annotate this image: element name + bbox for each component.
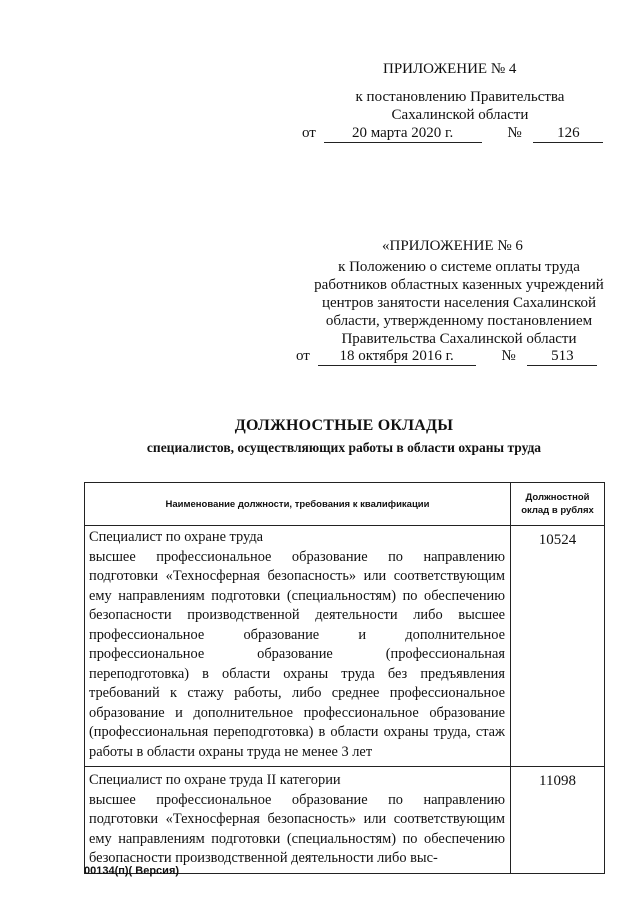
appendix6-date-line [296, 347, 597, 366]
number-label: № [507, 125, 522, 141]
from-label: от [302, 125, 316, 141]
number-label: № [501, 348, 516, 364]
table-row [85, 526, 605, 767]
appendix6-number: 513 [527, 347, 597, 366]
salary-table [84, 482, 605, 874]
document-title: ДОЛЖНОСТНЫЕ ОКЛАДЫ [234, 417, 454, 434]
appendix6-title: «ПРИЛОЖЕНИЕ № 6 [382, 238, 523, 254]
header-position: Наименование должности, требования к квалификации [85, 483, 511, 526]
appendix4-line2: Сахалинской области [391, 107, 529, 123]
position-cell [85, 526, 511, 767]
position-name: Специалист по охране труда II категории [89, 772, 341, 788]
appendix6-line: Правительства Сахалинской области [341, 331, 577, 347]
appendix4-date-line [302, 124, 603, 143]
appendix6-line: работников областных казенных учреждений [314, 277, 604, 293]
appendix4-date: 20 марта 2020 г. [324, 124, 482, 143]
header-salary: Должностной оклад в рублях [511, 483, 605, 526]
appendix6-line: центров занятости населения Сахалинской [321, 295, 597, 311]
appendix4-title: ПРИЛОЖЕНИЕ № 4 [383, 61, 517, 77]
position-requirements: высшее профессиональное образование по направлению подготовки «Техносферная безопасность» или соответствующим ему направлениям подготовки (специальностям) по обеспечению безопасности производственной деятельности либо выс- [89, 791, 505, 866]
appendix4-line1: к постановлению Правительства [355, 89, 565, 105]
position-cell [85, 767, 511, 874]
position-requirements: высшее профессиональное образование по направлению подготовки «Техносферная безопасность» или соответствующим ему направлениям подготовки (специальностям) по обеспечению безопасности производственной деятельности либо высшее профессиональное образование и дополнительное профессиональное образование (профессиональная переподготовка) в области охраны труда без предъявления требований к стажу работы, либо среднее профессиональное образование и дополнительное профессиональное образование (профессиональная переподготовка) в области охраны труда, стаж работы в области охраны труда не менее 3 лет [89, 548, 505, 760]
document-code: 00134(п)( Версия) [84, 865, 180, 877]
salary-value: 10524 [511, 526, 605, 767]
appendix4-number: 126 [533, 124, 603, 143]
appendix6-date: 18 октября 2016 г. [318, 347, 476, 366]
salary-value: 11098 [511, 767, 605, 874]
table-row [85, 767, 605, 874]
appendix6-line: области, утвержденному постановлением [325, 313, 593, 329]
from-label: от [296, 348, 310, 364]
appendix6-line: к Положению о системе оплаты труда [338, 259, 580, 275]
table-header-row [85, 483, 605, 526]
document-subtitle: специалистов, осуществляющих работы в области охраны труда [146, 440, 542, 455]
position-name: Специалист по охране труда [89, 529, 264, 545]
